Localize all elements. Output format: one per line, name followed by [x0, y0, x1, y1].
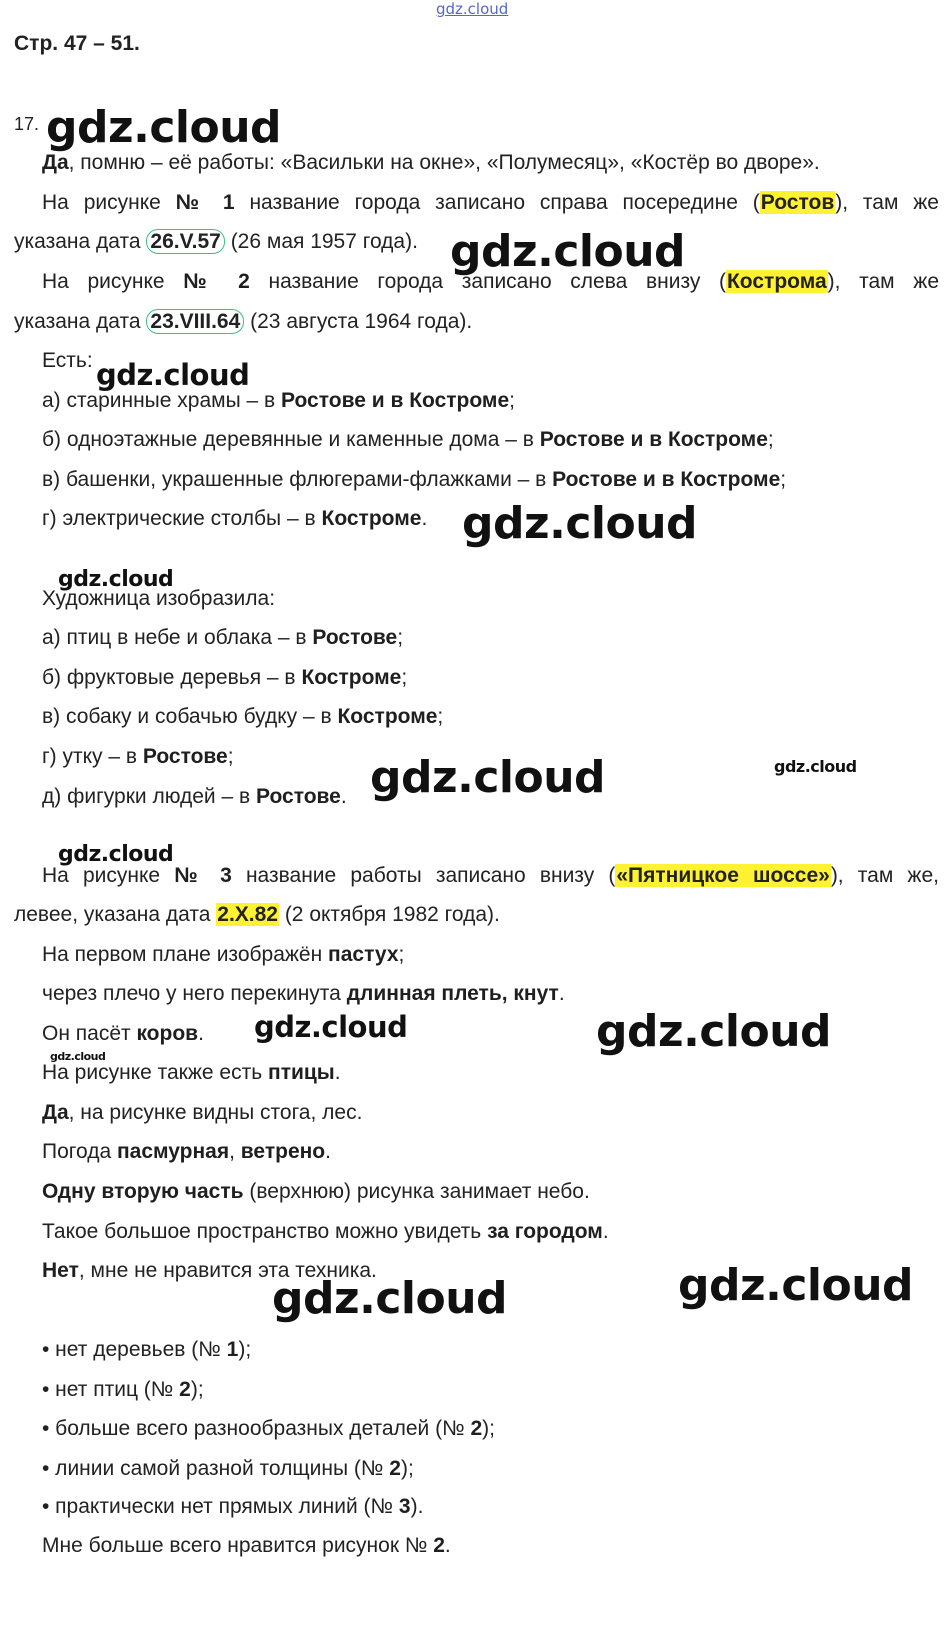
answer-line-6: Есть:: [42, 349, 93, 372]
answer-line-3: указана дата 26.V.57 (26 мая 1957 года).: [14, 230, 418, 253]
watermark: gdz.cloud: [462, 498, 698, 549]
highlight-kostroma: Кострома: [726, 270, 827, 293]
watermark: gdz.cloud: [450, 226, 686, 277]
list-item: • линии самой разной толщины (№ 2);: [42, 1457, 414, 1480]
watermark: gdz.cloud: [774, 757, 857, 776]
answer-line-7: Художница изобразила:: [42, 587, 276, 610]
highlight-title: «Пятницкое шоссе»: [616, 864, 830, 887]
watermark: gdz.cloud: [50, 1050, 106, 1063]
top-watermark-link[interactable]: gdz.cloud: [436, 0, 509, 18]
list-item: г) электрические столбы – в Костроме.: [42, 507, 428, 530]
watermark: gdz.cloud: [58, 842, 174, 867]
watermark: gdz.cloud: [370, 752, 606, 803]
watermark: gdz.cloud: [272, 1273, 508, 1324]
answer-line-10: На первом плане изображён пастух;: [42, 943, 405, 966]
list-item: • практически нет прямых линий (№ 3).: [42, 1495, 424, 1518]
answer-line-2: На рисунке № 1 название города записано справа посередине (Ростов), там же: [42, 191, 939, 214]
answer-line-12: Он пасёт коров.: [42, 1022, 204, 1045]
answer-line-13: На рисунке также есть птицы.: [42, 1061, 341, 1084]
watermark: gdz.cloud: [596, 1006, 832, 1057]
answer-line-16: Одну вторую часть (верхнюю) рисунка занимает небо.: [42, 1180, 590, 1203]
list-item: • нет деревьев (№ 1);: [42, 1338, 252, 1361]
answer-line-19: Мне больше всего нравится рисунок № 2.: [42, 1534, 451, 1557]
watermark: gdz.cloud: [96, 358, 250, 392]
list-item: д) фигурки людей – в Ростове.: [42, 785, 347, 808]
answer-line-5: указана дата 23.VIII.64 (23 августа 1964 года).: [14, 310, 473, 333]
answer-line-9: левее, указана дата 2.X.82 (2 октября 1982 года).: [14, 903, 500, 926]
list-item: а) старинные храмы – в Ростове и в Костроме;: [42, 389, 515, 412]
answer-line-18: Нет, мне не нравится эта техника.: [42, 1259, 377, 1282]
list-item: • больше всего разнообразных деталей (№ 2);: [42, 1417, 495, 1440]
circled-date: 23.VIII.64: [146, 309, 244, 334]
list-item: б) одноэтажные деревянные и каменные дома – в Ростове и в Костроме;: [42, 428, 774, 451]
list-item: б) фруктовые деревья – в Костроме;: [42, 666, 408, 689]
list-item: • нет птиц (№ 2);: [42, 1378, 204, 1401]
list-item: а) птиц в небе и облака – в Ростове;: [42, 626, 404, 649]
watermark: gdz.cloud: [46, 102, 282, 153]
answer-line-11: через плечо у него перекинута длинная плеть, кнут.: [42, 982, 565, 1005]
answer-line-8: На рисунке № 3 название работы записано внизу («Пятницкое шоссе»), там же,: [42, 864, 939, 887]
watermark: gdz.cloud: [254, 1010, 408, 1044]
list-item: г) утку – в Ростове;: [42, 745, 234, 768]
highlight-date: 2.X.82: [217, 903, 278, 926]
watermark: gdz.cloud: [678, 1260, 914, 1311]
page-range-header: Стр. 47 – 51.: [14, 32, 140, 55]
list-item: в) башенки, украшенные флюгерами-флажками – в Ростове и в Костроме;: [42, 468, 787, 491]
watermark: gdz.cloud: [58, 567, 174, 592]
list-item: в) собаку и собачью будку – в Костроме;: [42, 705, 444, 728]
answer-line-4: На рисунке № 2 название города записано слева внизу (Кострома), там же: [42, 270, 939, 293]
highlight-rostov: Ростов: [760, 191, 835, 214]
answer-line-17: Такое большое пространство можно увидеть за городом.: [42, 1220, 609, 1243]
answer-line-15: Погода пасмурная, ветрено.: [42, 1140, 331, 1163]
answer-line-14: Да, на рисунке видны стога, лес.: [42, 1101, 363, 1124]
answer-line-1: Да, помню – её работы: «Васильки на окне», «Полумесяц», «Костёр во дворе».: [42, 151, 820, 174]
circled-date: 26.V.57: [146, 229, 224, 254]
task-number: 17.: [14, 114, 40, 134]
